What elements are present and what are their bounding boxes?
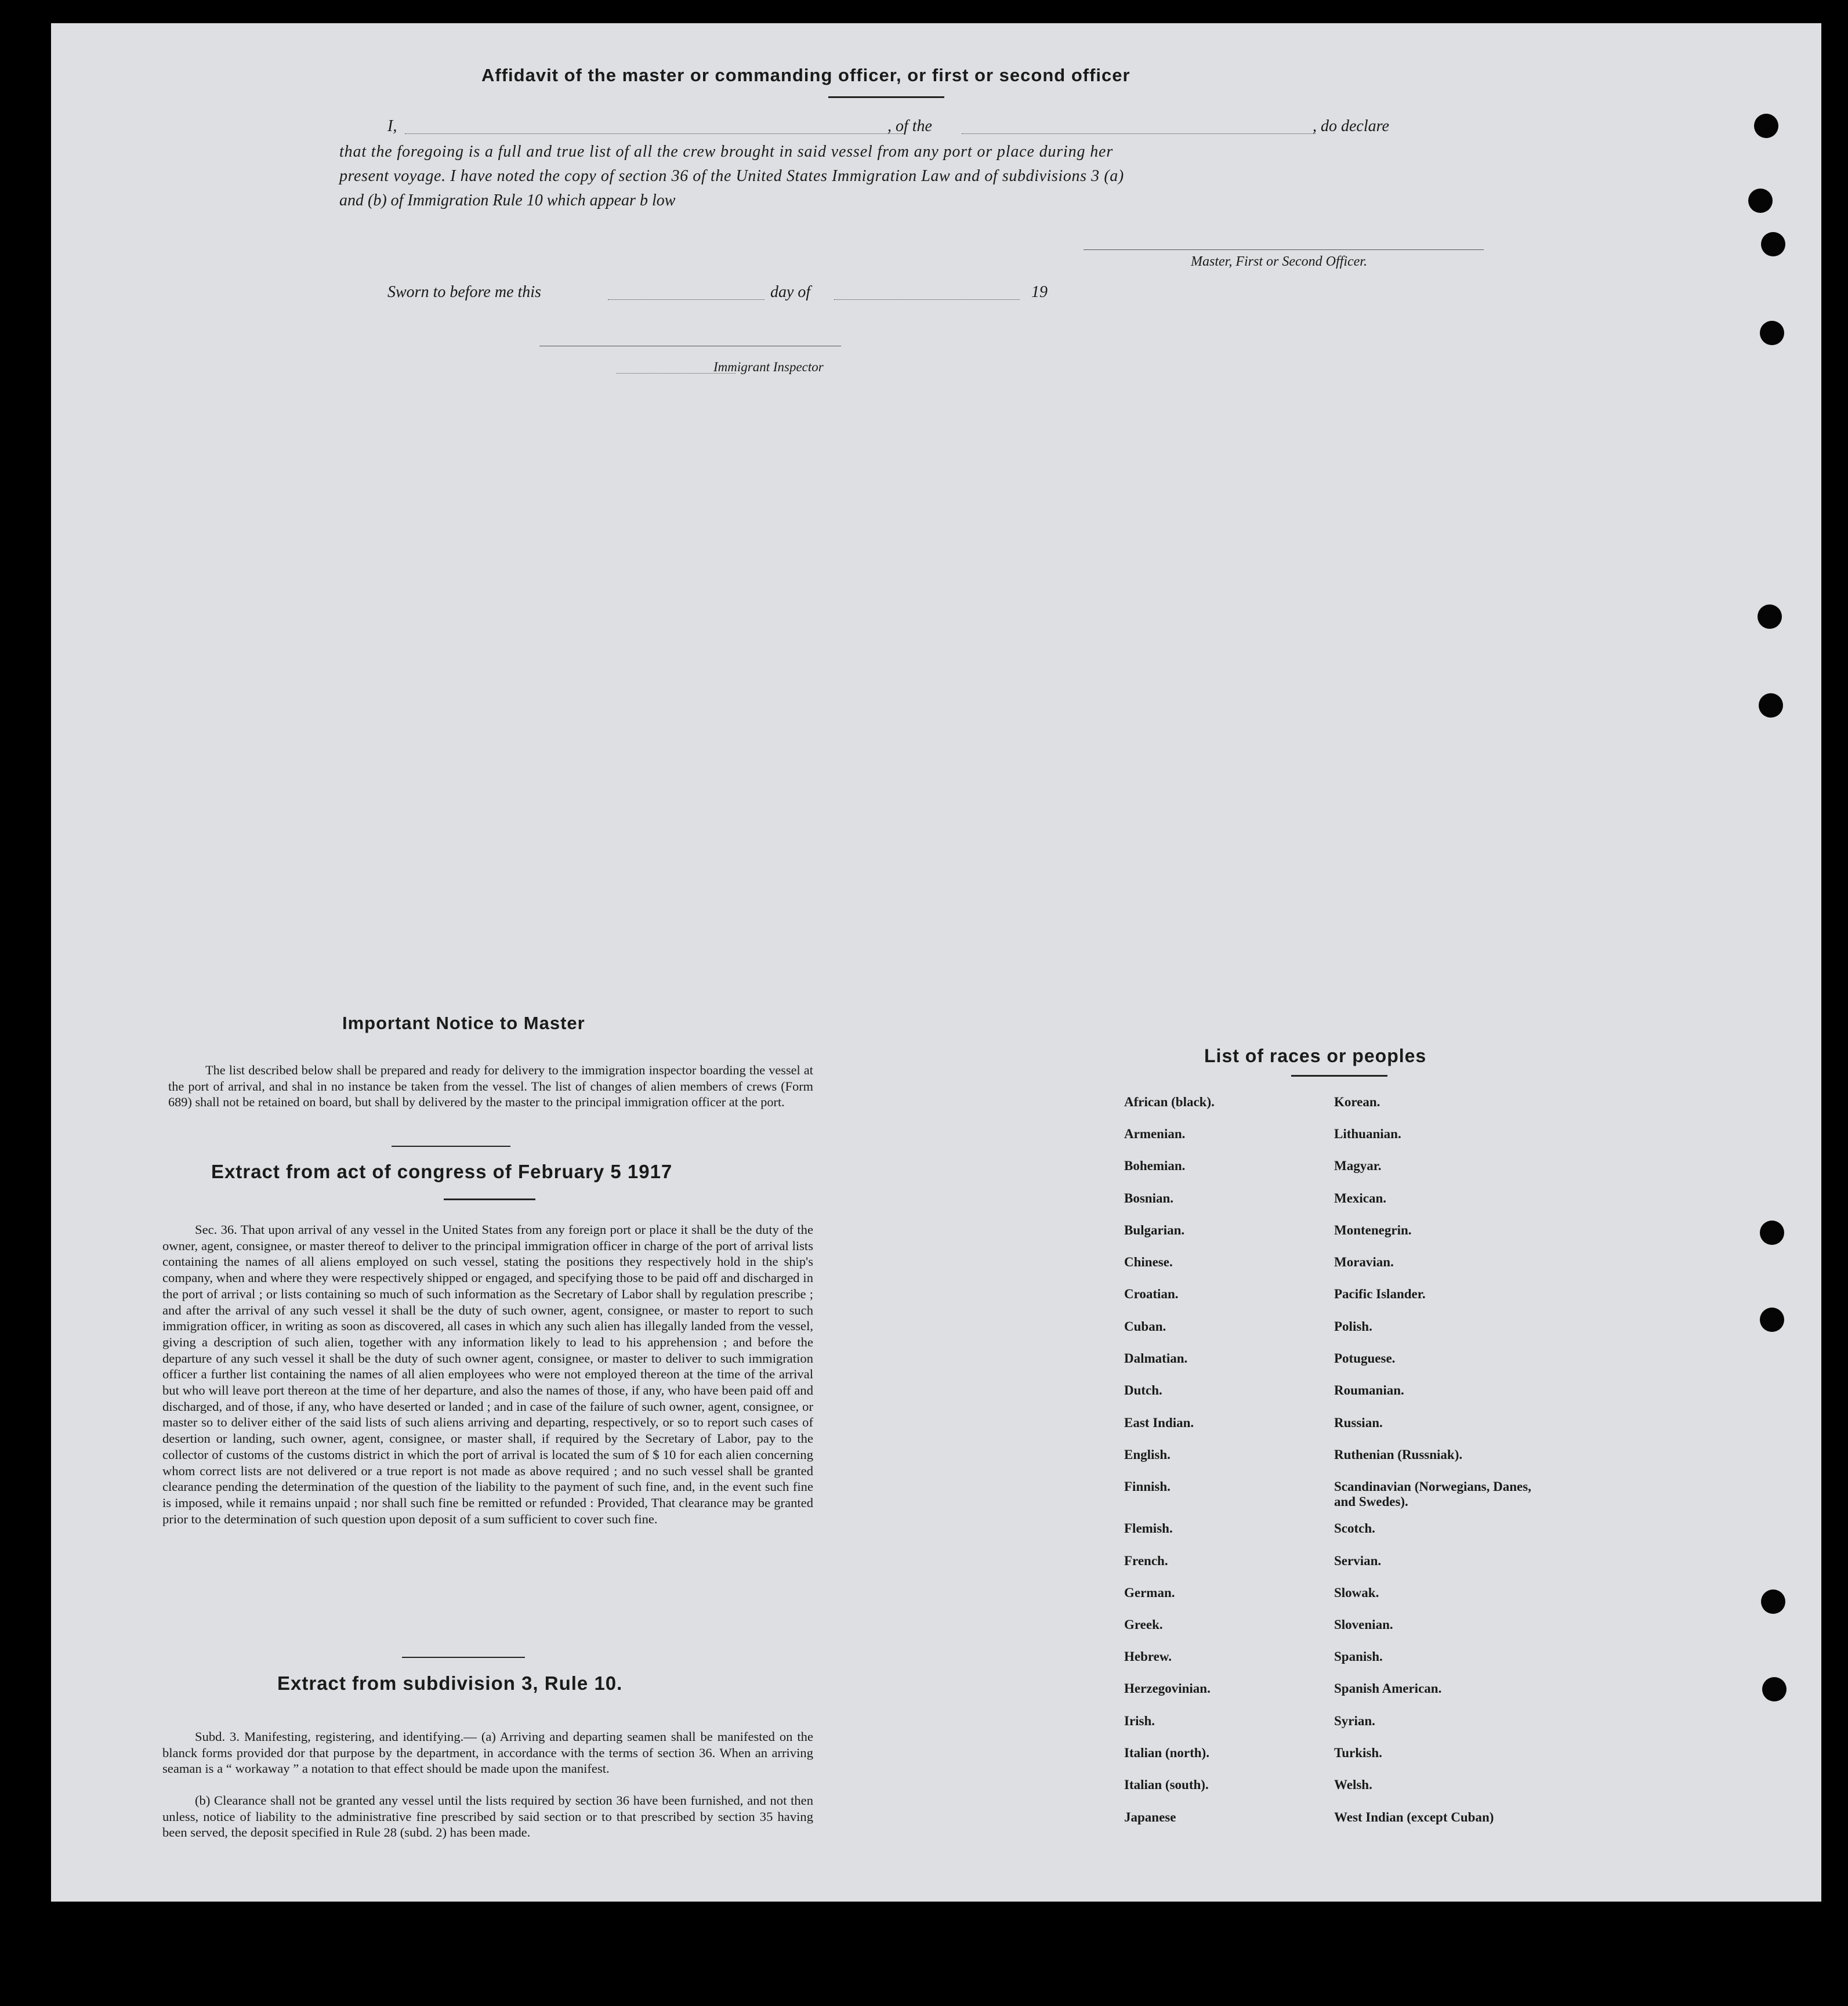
race-entry: English. [1124,1447,1171,1462]
race-entry: Magyar. [1334,1158,1382,1173]
race-entry: Japanese [1124,1810,1176,1824]
affidavit-line-2: that the foregoing is a full and true list of all the crew brought in said vessel from any port or place during her [339,143,1114,161]
rule-extract-title: Extract from subdivision 3, Rule 10. [277,1672,623,1694]
race-entry: Korean. [1334,1095,1380,1109]
day-of-label: day of [770,283,811,301]
act-extract-rule [444,1198,535,1200]
race-entry: Welsh. [1334,1777,1372,1792]
affidavit-title: Affidavit of the master or commanding officer, or first or second officer [481,65,1130,85]
act-extract-body: Sec. 36. That upon arrival of any vessel in the United States from any foreign port or place it shall be the duty of the owner, agent, consignee, or master thereof to deliver to the principal immigration officer in charge of the port of arrival lists containing the names of all aliens employed on such vessel, stating the positions they respectively hold in the ship's company, when and where they were respectively shipped or engaged, and specifying those to be paid off and discharged in the port of arrival ; or lists containing so much of such information as the Secretary of Labor shall by regulation prescribe ; and after the arrival of any such vessel it shall be the duty of such owner, agent, consignee, or master to report to such immigration officer, in writing as soon as discovered, all cases in which any such alien has illegally landed from the vessel, giving a description of such alien, together with any information likely to lead to his apprehension ; and before the departure of any such vessel it shall be the duty of such owner agent, consignee, or master to deliver to such immigration officer a further list containing the names of all alien employees who were not employed thereon at the time of the arrival but who will leave port thereon at the time of her departure, and also the names of those, if any, who have been paid off and discharged, and of those, if any, who have deserted or landed ; and in case of the failure of such owner, agent, consignee, or master so to deliver either of the said lists of such aliens arriving and departing, respectively, or so to report such cases of desertion or landing, such owner, agent, consignee, or master shall, if required by the Secretary of Labor, pay to the collector of customs of the customs district in which the port of arrival is located the sum of $ 10 for each alien concerning whom correct lists are not delivered or a true report is not made as above required ; and no such vessel shall be granted clearance pending the determination of the question of the liability to the payment of such fine, and, in the event such fine is imposed, while it remains unpaid ; nor shall such fine be remitted or refunded : Provided, That clearance may be granted prior to the determination of such question upon deposit of a sum sufficient to cover such fine. [162,1222,813,1526]
race-entry: Flemish. [1124,1521,1173,1536]
race-entry: Montenegrin. [1334,1223,1412,1237]
act-divider [402,1657,525,1658]
notice-title: Important Notice to Master [342,1013,585,1033]
race-entry: Turkish. [1334,1746,1382,1760]
race-entry: Spanish American. [1334,1681,1442,1696]
race-entry: Finnish. [1124,1479,1171,1494]
race-entry: Dutch. [1124,1383,1162,1397]
rule-extract-body-b: (b) Clearance shall not be granted any vessel until the lists required by section 36 have been furnished, and not then unless, notice of liability to the administrative fine prescribed by said section or to that prescribed by section 35 having been served, the deposit specified in Rule 28 (subd. 2) has been made. [162,1793,813,1840]
document-page [51,23,1821,1902]
race-entry: Chinese. [1124,1255,1173,1269]
declarant-prefix: I, [387,117,397,135]
act-extract-title: Extract from act of congress of February 5 1917 [211,1161,673,1182]
affidavit-title-rule [828,96,944,98]
punch-hole [1758,604,1782,629]
race-entry: Polish. [1334,1319,1372,1334]
race-entry: Hebrew. [1124,1649,1172,1664]
race-entry: Bulgarian. [1124,1223,1185,1237]
race-entry: Italian (north). [1124,1746,1209,1760]
punch-hole [1761,232,1785,256]
punch-hole [1760,1221,1784,1245]
vessel-prefix: , of the [887,117,932,135]
race-entry: Bosnian. [1124,1191,1174,1205]
race-entry: Ruthenian (Russniak). [1334,1447,1463,1462]
race-entry: Dalmatian. [1124,1351,1188,1366]
race-entry: Armenian. [1124,1127,1186,1141]
race-entry: Pacific Islander. [1334,1287,1426,1301]
rule-extract-body-a: Subd. 3. Manifesting, registering, and identifying.— (a) Arriving and departing seamen shall be manifested on the blanck forms provided dor that purpose by the department, in accordance with the terms of section 36. When an arriving seaman is a “ workaway ” a notation to that effect should be made upon the manifest. [162,1729,813,1776]
race-entry: Potuguese. [1334,1351,1396,1366]
race-entry: Scotch. [1334,1521,1375,1536]
race-entry: Roumanian. [1334,1383,1404,1397]
punch-hole [1754,114,1778,138]
declare-suffix: , do declare [1313,117,1389,135]
vessel-name-field[interactable] [962,117,1316,134]
master-signature-label: Master, First or Second Officer. [1191,254,1367,269]
inspector-label: Immigrant Inspector [713,360,824,374]
race-entry: Servian. [1334,1554,1382,1568]
declarant-name-field[interactable] [405,117,904,134]
punch-hole [1761,1589,1785,1614]
notice-divider [392,1146,510,1147]
punch-hole [1748,189,1773,213]
race-entry: African (black). [1124,1095,1215,1109]
notice-body: The list described below shall be prepared and ready for delivery to the immigration inspector boarding the vessel at the port of arrival, and shal in no instance be taken from the vessel. The list of changes of alien members of crews (Form 689) shall not be retained on board, but shall by delivered by the master to the principal immigration officer at the port. [168,1063,813,1110]
races-title-rule [1291,1075,1387,1077]
race-entry: Scandinavian (Norwegians, Danes, and Swedes). [1334,1479,1531,1509]
punch-hole [1762,1677,1787,1701]
race-entry: East Indian. [1124,1415,1194,1430]
race-entry: Greek. [1124,1617,1163,1632]
race-entry: Syrian. [1334,1714,1375,1728]
race-entry: Russian. [1334,1415,1383,1430]
race-entry: Herzegovinian. [1124,1681,1211,1696]
sworn-line [387,283,1142,304]
race-entry: Slowak. [1334,1585,1379,1600]
race-entry: Spanish. [1334,1649,1383,1664]
race-entry: French. [1124,1554,1168,1568]
race-entry: Mexican. [1334,1191,1387,1205]
race-entry: Bohemian. [1124,1158,1186,1173]
sworn-month-field[interactable] [834,283,1020,300]
race-entry: Moravian. [1334,1255,1394,1269]
year-prefix: 19 [1031,283,1048,301]
punch-hole [1759,693,1783,718]
sworn-prefix: Sworn to before me this [387,283,541,301]
race-entry: Croatian. [1124,1287,1179,1301]
races-title: List of races or peoples [1204,1045,1427,1066]
master-signature-line[interactable] [1084,249,1484,250]
sworn-day-field[interactable] [608,283,764,300]
race-entry: Slovenian. [1334,1617,1393,1632]
affidavit-line-4: and (b) of Immigration Rule 10 which appear b low [339,191,676,209]
race-entry: German. [1124,1585,1175,1600]
race-entry: Cuban. [1124,1319,1166,1334]
affidavit-line-3: present voyage. I have noted the copy of section 36 of the United States Immigration Law and of subdivisions 3 (a) [339,167,1124,185]
affidavit-line-1 [387,117,1478,137]
punch-hole [1760,321,1784,345]
punch-hole [1760,1308,1784,1332]
race-entry: West Indian (except Cuban) [1334,1810,1494,1824]
race-entry: Lithuanian. [1334,1127,1401,1141]
race-entry: Italian (south). [1124,1777,1209,1792]
race-entry: Irish. [1124,1714,1155,1728]
